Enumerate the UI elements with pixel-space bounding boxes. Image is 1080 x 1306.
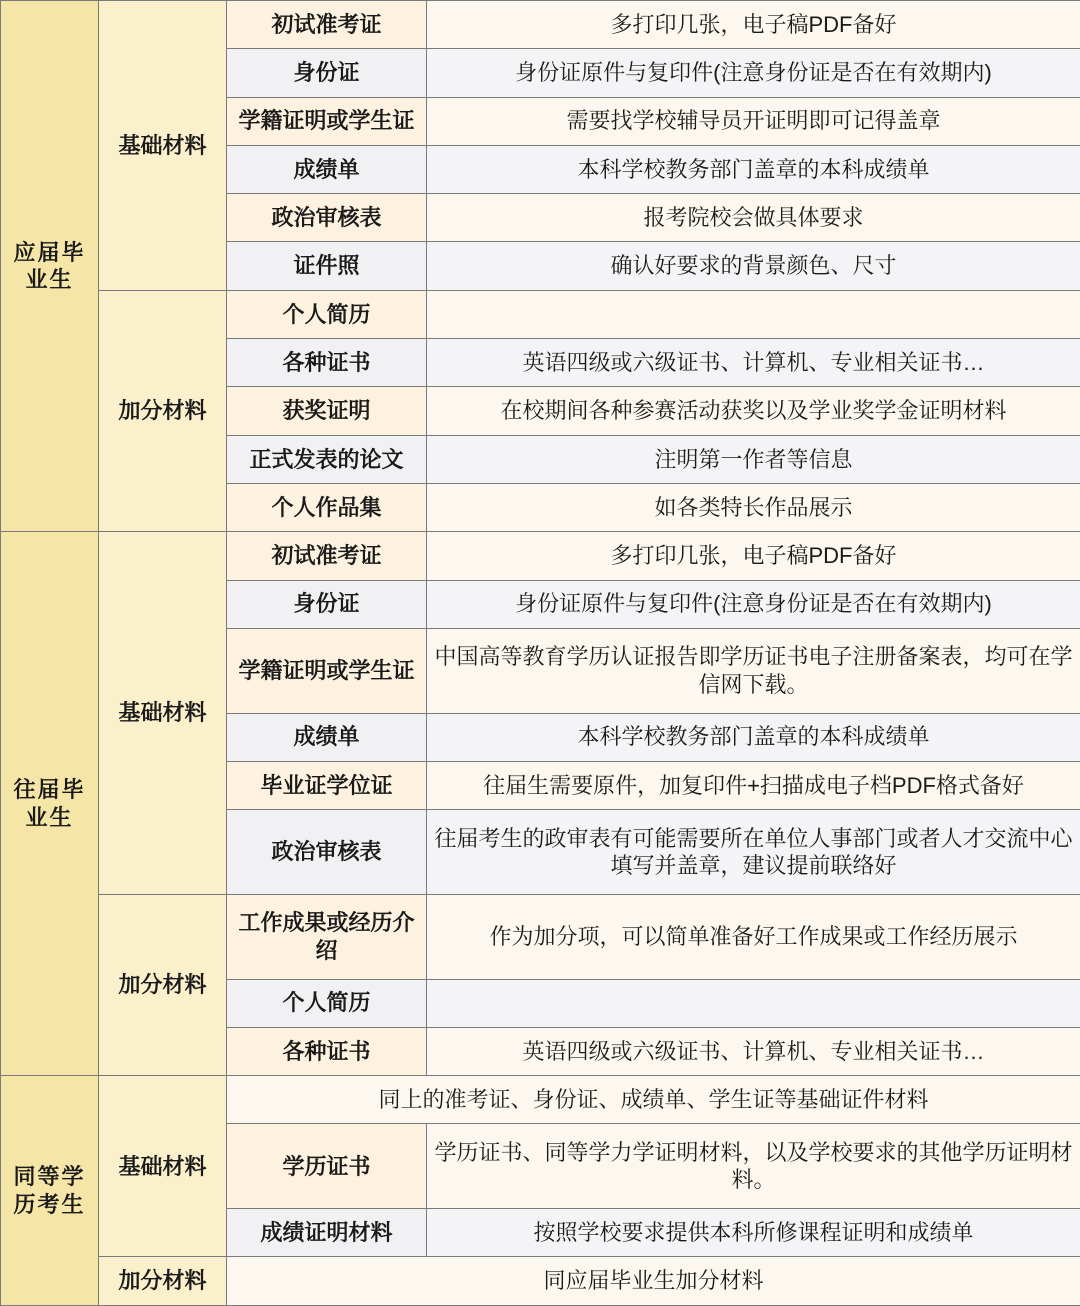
item-description: 往届生需要原件，加复印件+扫描成电子档PDF格式备好 (427, 761, 1080, 809)
item-name: 初试准考证 (227, 1, 427, 49)
item-name: 身份证 (227, 49, 427, 97)
item-description: 按照学校要求提供本科所修课程证明和成绩单 (427, 1209, 1080, 1257)
item-name: 正式发表的论文 (227, 435, 427, 483)
item-name: 各种证书 (227, 1027, 427, 1075)
item-name: 身份证 (227, 580, 427, 628)
item-description: 身份证原件与复印件(注意身份证是否在有效期内) (427, 580, 1080, 628)
item-description: 学历证书、同等学力学证明材料，以及学校要求的其他学历证明材料。 (427, 1124, 1080, 1209)
item-name: 个人简历 (227, 290, 427, 338)
item-name: 学籍证明或学生证 (227, 97, 427, 145)
table-row (1, 894, 1080, 979)
item-name: 学历证书 (227, 1124, 427, 1209)
item-name: 证件照 (227, 242, 427, 290)
item-description (427, 290, 1080, 338)
item-description: 确认好要求的背景颜色、尺寸 (427, 242, 1080, 290)
item-name: 工作成果或经历介绍 (227, 894, 427, 979)
category-spanning-note: 同应届毕业生加分材料 (227, 1257, 1080, 1306)
table-row (1, 290, 1080, 338)
item-name: 成绩单 (227, 145, 427, 193)
item-description: 英语四级或六级证书、计算机、专业相关证书… (427, 339, 1080, 387)
category-label-basic-3: 基础材料 (99, 1076, 227, 1257)
item-name: 个人简历 (227, 979, 427, 1027)
category-label-bonus-2: 加分材料 (99, 894, 227, 1075)
category-label-basic-2: 基础材料 (99, 532, 227, 895)
category-label-bonus-1: 加分材料 (99, 290, 227, 531)
item-description: 往届考生的政审表有可能需要所在单位人事部门或者人才交流中心填写并盖章，建议提前联络好 (427, 810, 1080, 895)
item-description: 如各类特长作品展示 (427, 483, 1080, 531)
item-description: 报考院校会做具体要求 (427, 194, 1080, 242)
item-description: 在校期间各种参赛活动获奖以及学业奖学金证明材料 (427, 387, 1080, 435)
item-description: 本科学校教务部门盖章的本科成绩单 (427, 145, 1080, 193)
group-label-fresh-graduate: 应届毕业生 (1, 1, 99, 532)
item-name: 获奖证明 (227, 387, 427, 435)
item-description: 英语四级或六级证书、计算机、专业相关证书… (427, 1027, 1080, 1075)
table-row (1, 1, 1080, 49)
item-name: 各种证书 (227, 339, 427, 387)
item-name: 政治审核表 (227, 194, 427, 242)
item-name: 毕业证学位证 (227, 761, 427, 809)
item-name: 个人作品集 (227, 483, 427, 531)
item-description: 注明第一作者等信息 (427, 435, 1080, 483)
item-description: 身份证原件与复印件(注意身份证是否在有效期内) (427, 49, 1080, 97)
item-name: 成绩单 (227, 713, 427, 761)
item-description (427, 979, 1080, 1027)
item-name: 成绩证明材料 (227, 1209, 427, 1257)
item-name: 学籍证明或学生证 (227, 628, 427, 713)
item-description: 中国高等教育学历认证报告即学历证书电子注册备案表，均可在学信网下载。 (427, 628, 1080, 713)
table-row (1, 1076, 1080, 1124)
item-name: 初试准考证 (227, 532, 427, 580)
item-description: 本科学校教务部门盖章的本科成绩单 (427, 713, 1080, 761)
category-label-basic-1: 基础材料 (99, 1, 227, 291)
item-description: 多打印几张，电子稿PDF备好 (427, 532, 1080, 580)
table-row (1, 1257, 1080, 1306)
category-spanning-note: 同上的准考证、身份证、成绩单、学生证等基础证件材料 (227, 1076, 1080, 1124)
group-label-past-graduate: 往届毕业生 (1, 532, 99, 1076)
item-name: 政治审核表 (227, 810, 427, 895)
item-description: 作为加分项，可以简单准备好工作成果或工作经历展示 (427, 894, 1080, 979)
group-label-equivalent-education: 同等学历考生 (1, 1076, 99, 1306)
table-row (1, 532, 1080, 580)
item-description: 多打印几张，电子稿PDF备好 (427, 1, 1080, 49)
item-description: 需要找学校辅导员开证明即可记得盖章 (427, 97, 1080, 145)
category-label-bonus-3: 加分材料 (99, 1257, 227, 1306)
